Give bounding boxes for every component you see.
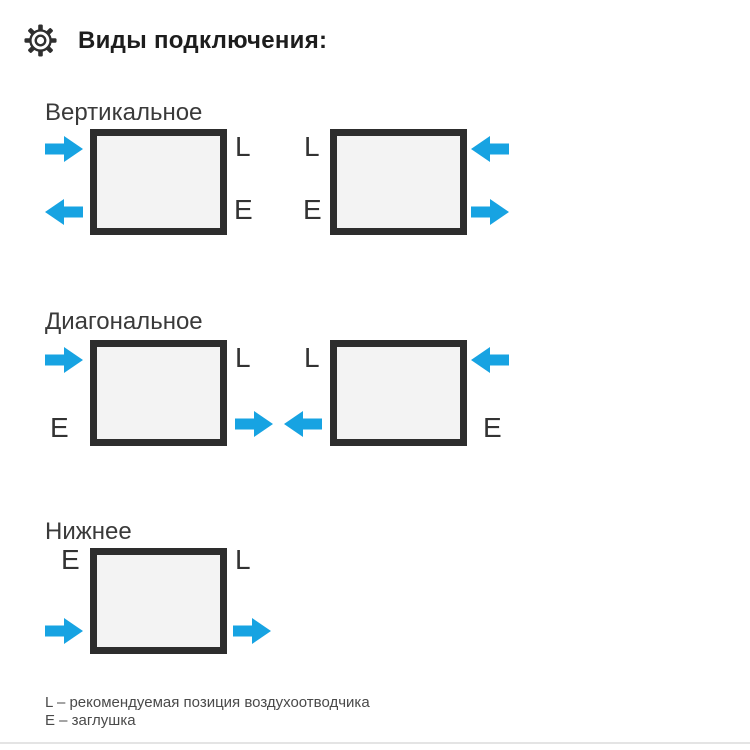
arrow-right-icon bbox=[235, 411, 273, 437]
port-label-l: L bbox=[235, 544, 251, 575]
section-title-vertical: Вертикальное bbox=[45, 99, 203, 126]
arrow-left-icon bbox=[471, 347, 509, 373]
radiator-body bbox=[90, 340, 227, 446]
port-label-l: L bbox=[304, 342, 320, 373]
legend bbox=[45, 694, 370, 730]
port-label-e: E bbox=[234, 194, 253, 225]
arrow-right-icon bbox=[233, 618, 271, 644]
port-label-l: L bbox=[235, 342, 251, 373]
port-label-e: E bbox=[50, 412, 69, 443]
legend-line-e: E – заглушка bbox=[45, 712, 136, 729]
arrow-left-icon bbox=[45, 199, 83, 225]
radiator-body bbox=[330, 129, 467, 235]
arrow-left-icon bbox=[471, 136, 509, 162]
bottom-divider bbox=[0, 742, 750, 744]
radiator-body bbox=[90, 548, 227, 654]
port-label-l: L bbox=[235, 131, 251, 162]
gear-icon bbox=[24, 24, 57, 57]
section-title-bottom: Нижнее bbox=[45, 518, 132, 545]
page-title: Виды подключения: bbox=[78, 26, 328, 54]
header bbox=[24, 24, 327, 57]
port-label-e: E bbox=[61, 544, 80, 575]
arrow-right-icon bbox=[45, 136, 83, 162]
radiator-body bbox=[90, 129, 227, 235]
section-title-diagonal: Диагональное bbox=[45, 308, 203, 335]
arrow-right-icon bbox=[45, 618, 83, 644]
port-label-l: L bbox=[304, 131, 320, 162]
arrow-left-icon bbox=[284, 411, 322, 437]
port-label-e: E bbox=[303, 194, 322, 225]
legend-line-l: L – рекомендуемая позиция воздухоотводчика bbox=[45, 694, 370, 711]
port-label-e: E bbox=[483, 412, 502, 443]
arrow-right-icon bbox=[45, 347, 83, 373]
arrow-right-icon bbox=[471, 199, 509, 225]
radiator-body bbox=[330, 340, 467, 446]
